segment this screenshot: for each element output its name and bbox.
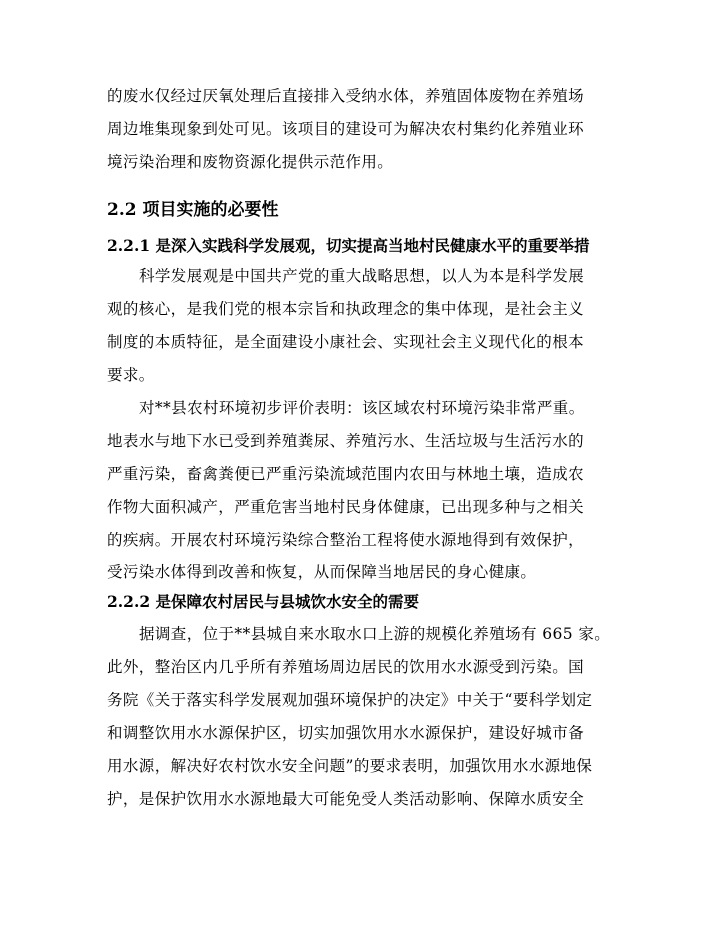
body-text-line: 此外，整治区内几乎所有养殖场周边居民的饮用水水源受到污染。国: [107, 658, 585, 676]
body-text-line: 境污染治理和废物资源化提供示范作用。: [107, 153, 394, 171]
body-text-line: 据调查，位于**县城自来水取水口上游的规模化养殖场有 665 家。: [139, 625, 611, 643]
body-text-line: 作物大面积减产，严重危害当地村民身体健康，已出现多种与之相关: [107, 498, 585, 516]
body-text-line: 的废水仅经过厌氧处理后直接排入受纳水体，养殖固体废物在养殖场: [107, 87, 585, 105]
section-heading: 2.2 项目实施的必要性: [107, 200, 279, 220]
body-text-line: 观的核心，是我们党的根本宗旨和执政理念的集中体现，是社会主义: [107, 300, 585, 318]
body-text-line: 的疾病。开展农村环境污染综合整治工程将使水源地得到有效保护，: [107, 531, 585, 549]
body-text-line: 和调整饮用水水源保护区，切实加强饮用水水源保护，建设好城市备: [107, 724, 585, 742]
subsection-heading: 2.2.1 是深入实践科学发展观，切实提高当地村民健康水平的重要举措: [107, 236, 590, 255]
body-text-line: 务院《关于落实科学发展观加强环境保护的决定》中关于“要科学划定: [107, 691, 593, 709]
body-text-line: 严重污染，畜禽粪便已严重污染流域范围内农田与林地土壤，造成农: [107, 465, 585, 483]
body-text-line: 周边堆集现象到处可见。该项目的建设可为解决农村集约化养殖业环: [107, 120, 585, 138]
body-text-line: 受污染水体得到改善和恢复，从而保障当地居民的身心健康。: [107, 563, 537, 581]
body-text-line: 要求。: [107, 366, 155, 384]
body-text-line: 用水源，解决好农村饮水安全问题”的要求表明，加强饮用水水源地保: [107, 757, 593, 775]
body-text-line: 对**县农村环境初步评价表明：该区域农村环境污染非常严重。: [139, 399, 585, 417]
body-text-line: 地表水与地下水已受到养殖粪尿、养殖污水、生活垃圾与生活污水的: [107, 432, 585, 450]
subsection-heading: 2.2.2 是保障农村居民与县城饮水安全的需要: [107, 592, 420, 611]
body-text-line: 制度的本质特征，是全面建设小康社会、实现社会主义现代化的根本: [107, 333, 585, 351]
body-text-line: 科学发展观是中国共产党的重大战略思想，以人为本是科学发展: [139, 267, 585, 285]
body-text-line: 护，是保护饮用水水源地最大可能免受人类活动影响、保障水质安全: [107, 790, 585, 808]
